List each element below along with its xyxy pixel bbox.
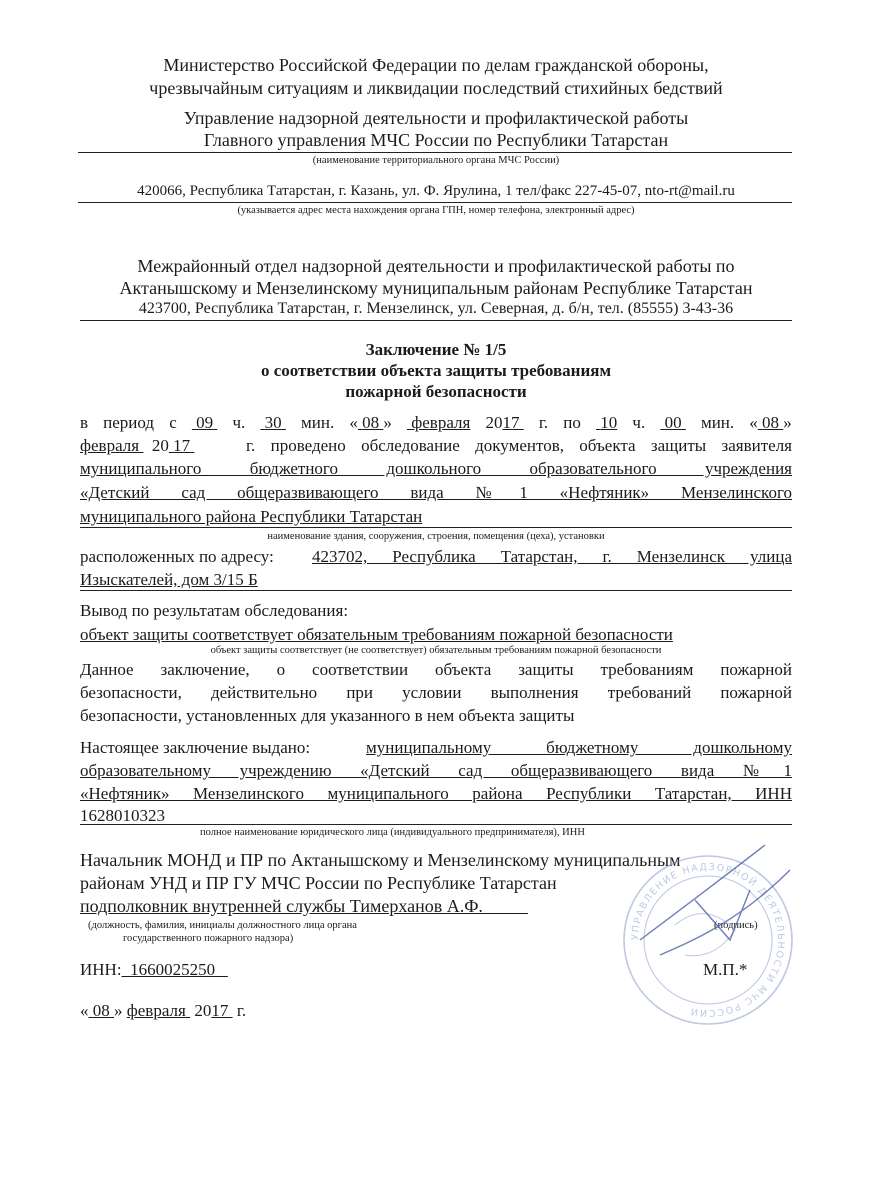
issue-date: « 08 » февраля 2017 г. [80,1001,247,1020]
signatory-line-1: Начальник МОНД и ПР по Актанышскому и Мензелинскому муниципальным [80,850,681,870]
address-value-line-2: Изыскателей, дом 3/15 Б [80,570,258,589]
official-stamp [600,830,800,1070]
ministry-line-2: чрезвычайным ситуациям и ликвидации последствий стихийных бедствий [149,78,723,98]
period-word-hour-2: ч. [632,413,646,432]
department-line-1: Управление надзорной деятельности и профилактической работы [183,108,689,128]
issued-label: Настоящее заключение выдано: [80,738,311,757]
stamp-outer-ring [624,856,792,1024]
department-line-2: Главного управления МЧС России по Республики Татарстан [203,130,669,150]
period-word-to: по [563,413,581,432]
period-word-in: в [80,413,89,432]
period-word-from: с [169,413,177,432]
validity-line-1: Данное заключение, о соответствии объекта защиты требованиям пожарной [80,660,792,679]
issued-value-line-2: образовательному учреждению «Детский сад общеразвивающего вида №1 [80,761,792,780]
signatory-line-3: подполковник внутренней службы Тимерханов А.Ф. [80,896,483,916]
conclusion-label: Вывод по результатам обследования: [80,601,349,620]
signatory-caption-1: (должность, фамилия, инициалы должностного лица органа [88,920,357,931]
start-day: « 08 » [349,413,392,432]
title-line-1: Заключение № 1/5 [365,340,507,359]
signature-caption: (подпись) [714,920,758,931]
issued-rule [80,824,792,825]
stamp-ring-text: УПРАВЛЕНИЕ НАДЗОРНОЙ ДЕЯТЕЛЬНОСТИ МЧС РОССИИ [629,861,787,1019]
issued-caption: полное наименование юридического лица (индивидуального предпринимателя), ИНН [200,827,585,838]
end-year: 20 17 [151,436,191,455]
stamp-inner-ring [644,876,772,1004]
applicant-caption: наименование здания, сооружения, строения, помещения (цеха), установки [267,531,605,542]
title-line-2: о соответствии объекта защиты требованиям [260,361,612,380]
office-line-2: Актанышскому и Мензелинскому муниципальным районам Республике Татарстан [119,278,753,298]
issued-value-line-3: «Нефтяник» Мензелинского муниципального района Республики Татарстан, ИНН [80,784,792,803]
period-line [80,413,792,433]
applicant-rule [80,527,792,528]
end-month: февраля [80,436,140,455]
period-word-hour-1: ч. [232,413,246,432]
period-word-period: период [103,413,155,432]
inn-label: ИНН: [80,960,122,979]
inn-line [80,960,228,980]
office-rule [80,320,792,321]
end-day: « 08 » [749,413,792,432]
start-year: 2017 [485,413,520,432]
stamp-mark: М.П.* [703,960,748,979]
address-block-rule [80,590,792,591]
period-tail: г. проведено обследование документов, объекта защиты заявителя [246,436,792,455]
department-caption: (наименование территориального органа МЧС России) [312,155,560,166]
period-word-min-1: мин. [301,413,335,432]
end-minute: 00 [664,413,682,432]
period-word-g-1: г. [538,413,549,432]
inn-value: 1660025250 [130,960,216,979]
conclusion-caption: объект защиты соответствует (не соответствует) обязательным требованиям пожарной безопасности [210,645,662,656]
start-minute: 30 [264,413,282,432]
title-line-3: пожарной безопасности [345,382,527,401]
address-value-line-1: 423702, Республика Татарстан, г. Мензелинск улица [312,547,792,566]
applicant-line-1: муниципального бюджетного дошкольного образовательного учреждения [80,459,792,478]
start-hour: 09 [196,413,214,432]
ministry-line-1: Министерство Российской Федерации по делам гражданской обороны, [163,55,709,75]
validity-line-3: безопасности, установленных для указанного в нем объекта защиты [80,706,575,725]
validity-line-2: безопасности, действительно при условии выполнения требований пожарной [80,683,792,702]
issued-value-line-1: муниципальному бюджетному дошкольному [366,738,792,757]
issued-value-line-4: 1628010323 [80,806,165,825]
signatory-caption-2: государственного пожарного надзора) [123,933,294,944]
period-word-min-2: мин. [700,413,735,432]
address-label: расположенных по адресу: [80,547,274,566]
address-caption: (указывается адрес места нахождения органа ГПН, номер телефона, электронный адрес) [237,205,635,216]
department-address: 420066, Республика Татарстан, г. Казань, ул. Ф. Ярулина, 1 тел/факс 227-45-07, nto-rt@mail.ru [137,183,735,199]
department-rule [78,152,792,153]
period-line-2 [80,436,194,456]
start-month: февраля [411,413,471,432]
conclusion-value: объект защиты соответствует обязательным требованиям пожарной безопасности [80,625,673,644]
signatory-line-2: районам УНД и ПР ГУ МЧС России по Республике Татарстан [80,873,557,893]
office-line-3: 423700, Республика Татарстан, г. Мензелинск, ул. Северная, д. б/н, тел. (85555) 3-43-36 [138,300,734,317]
office-line-1: Межрайонный отдел надзорной деятельности и профилактической работы по [137,256,735,276]
applicant-line-2: «Детский сад общеразвивающего вида №1 «Нефтяник» Мензелинского [80,483,792,502]
address-rule [78,202,792,203]
applicant-line-3: муниципального района Республики Татарстан [80,507,423,526]
end-hour: 10 [600,413,618,432]
